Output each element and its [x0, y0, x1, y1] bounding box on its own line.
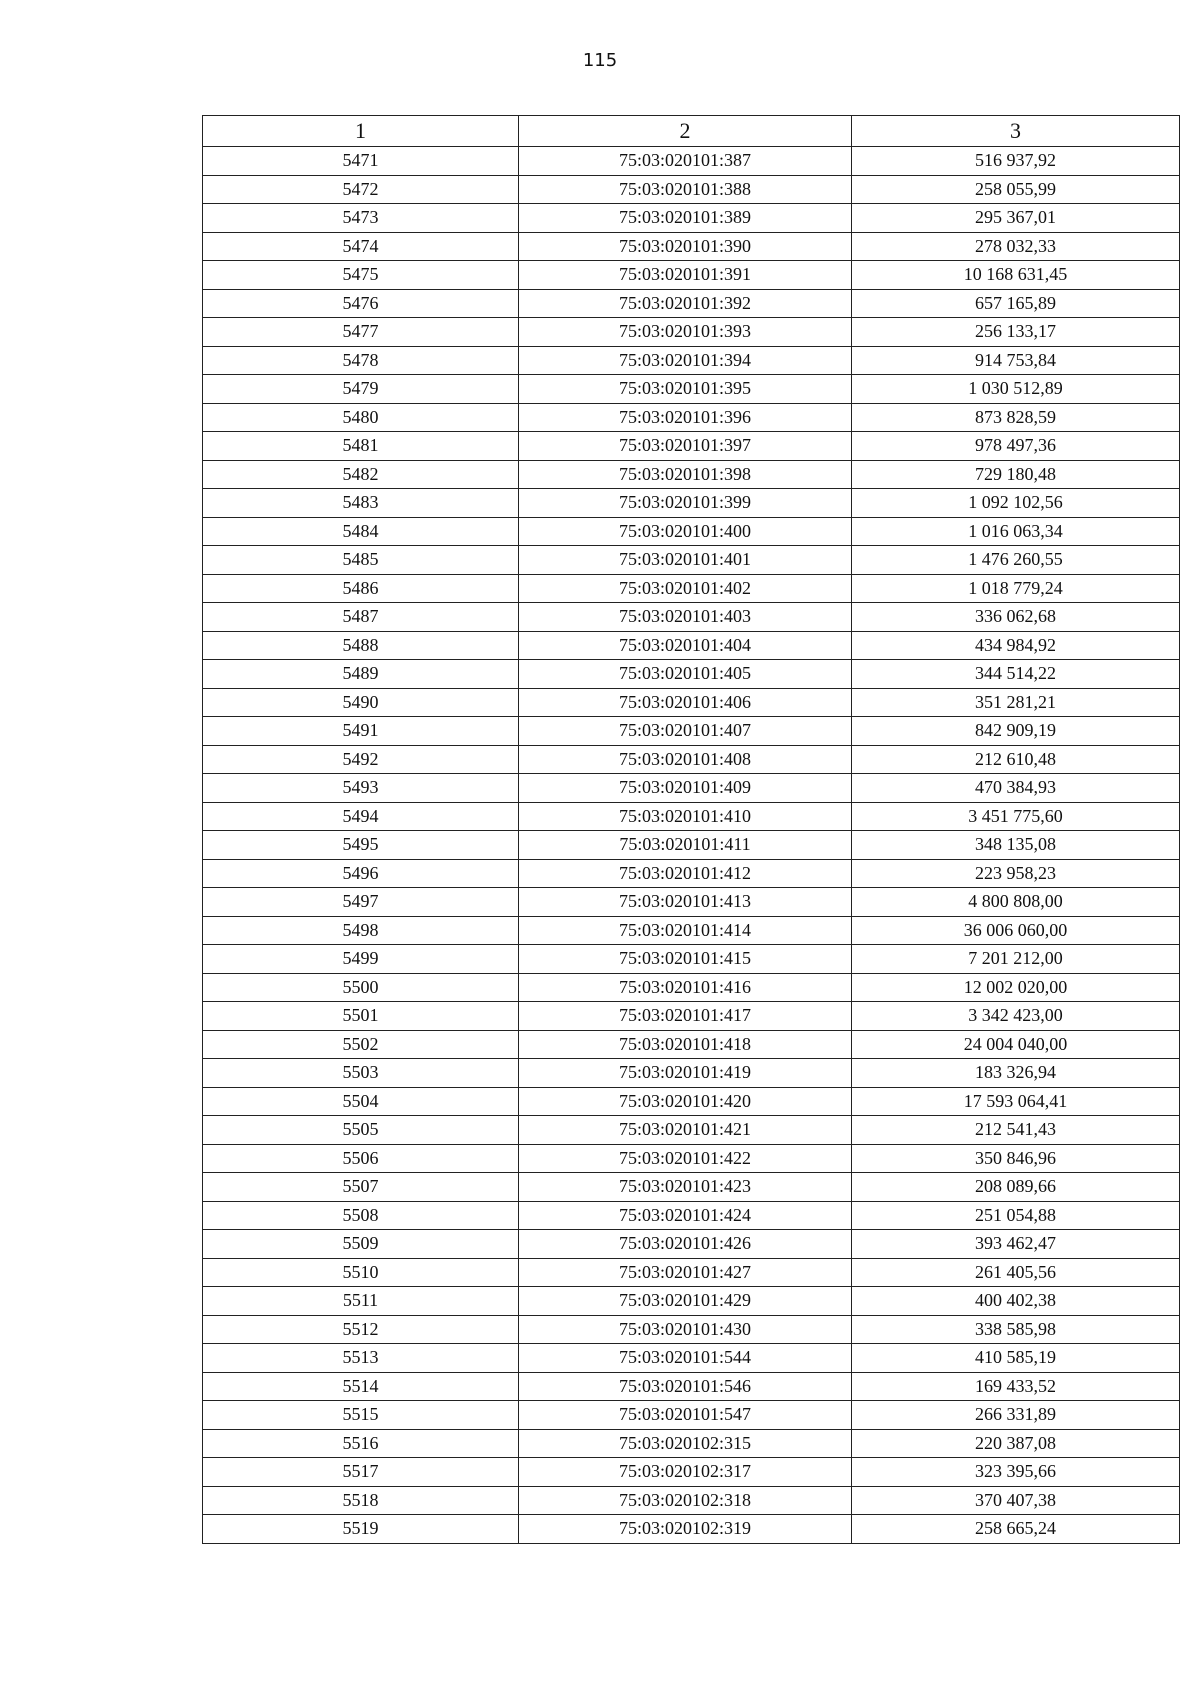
table-row — [203, 1059, 1180, 1088]
cadastral-number-cell: 75:03:020101:392 — [519, 289, 852, 318]
table-row — [203, 859, 1180, 888]
cadastral-number-cell: 75:03:020101:401 — [519, 546, 852, 575]
value-cell: 842 909,19 — [852, 717, 1180, 746]
row-number-cell: 5477 — [203, 318, 519, 347]
row-number-cell: 5508 — [203, 1201, 519, 1230]
row-number-cell: 5495 — [203, 831, 519, 860]
cadastral-number-cell: 75:03:020101:417 — [519, 1002, 852, 1031]
page-number: 115 — [582, 50, 618, 71]
value-cell: 17 593 064,41 — [852, 1087, 1180, 1116]
table-row — [203, 1116, 1180, 1145]
cadastral-number-cell: 75:03:020101:400 — [519, 517, 852, 546]
row-number-cell: 5519 — [203, 1515, 519, 1544]
row-number-cell: 5510 — [203, 1258, 519, 1287]
table-row — [203, 1458, 1180, 1487]
table-header-row — [203, 116, 1180, 147]
cadastral-number-cell: 75:03:020101:402 — [519, 574, 852, 603]
cadastral-number-cell: 75:03:020101:546 — [519, 1372, 852, 1401]
row-number-cell: 5489 — [203, 660, 519, 689]
row-number-cell: 5515 — [203, 1401, 519, 1430]
row-number-cell: 5517 — [203, 1458, 519, 1487]
cadastral-number-cell: 75:03:020101:426 — [519, 1230, 852, 1259]
cadastral-number-cell: 75:03:020102:315 — [519, 1429, 852, 1458]
value-cell: 24 004 040,00 — [852, 1030, 1180, 1059]
table-row — [203, 318, 1180, 347]
table-row — [203, 261, 1180, 290]
value-cell: 36 006 060,00 — [852, 916, 1180, 945]
table-row — [203, 945, 1180, 974]
table-row — [203, 1030, 1180, 1059]
row-number-cell: 5483 — [203, 489, 519, 518]
table-row — [203, 204, 1180, 233]
cadastral-number-cell: 75:03:020101:418 — [519, 1030, 852, 1059]
table-row — [203, 688, 1180, 717]
value-cell: 1 018 779,24 — [852, 574, 1180, 603]
cadastral-number-cell: 75:03:020101:412 — [519, 859, 852, 888]
cadastral-number-cell: 75:03:020101:430 — [519, 1315, 852, 1344]
table-row — [203, 802, 1180, 831]
cadastral-number-cell: 75:03:020101:406 — [519, 688, 852, 717]
row-number-cell: 5476 — [203, 289, 519, 318]
value-cell: 1 476 260,55 — [852, 546, 1180, 575]
cadastral-number-cell: 75:03:020101:422 — [519, 1144, 852, 1173]
cadastral-number-cell: 75:03:020101:390 — [519, 232, 852, 261]
cadastral-number-cell: 75:03:020101:413 — [519, 888, 852, 917]
row-number-cell: 5513 — [203, 1344, 519, 1373]
row-number-cell: 5494 — [203, 802, 519, 831]
value-cell: 212 541,43 — [852, 1116, 1180, 1145]
row-number-cell: 5474 — [203, 232, 519, 261]
cadastral-number-cell: 75:03:020101:423 — [519, 1173, 852, 1202]
table-row — [203, 574, 1180, 603]
table-row — [203, 888, 1180, 917]
cadastral-number-cell: 75:03:020102:319 — [519, 1515, 852, 1544]
column-header: 1 — [203, 116, 519, 147]
value-cell: 351 281,21 — [852, 688, 1180, 717]
value-cell: 3 342 423,00 — [852, 1002, 1180, 1031]
column-header: 2 — [519, 116, 852, 147]
row-number-cell: 5482 — [203, 460, 519, 489]
row-number-cell: 5473 — [203, 204, 519, 233]
table-row — [203, 717, 1180, 746]
table-row — [203, 175, 1180, 204]
row-number-cell: 5500 — [203, 973, 519, 1002]
cadastral-number-cell: 75:03:020101:394 — [519, 346, 852, 375]
value-cell: 220 387,08 — [852, 1429, 1180, 1458]
row-number-cell: 5505 — [203, 1116, 519, 1145]
row-number-cell: 5514 — [203, 1372, 519, 1401]
row-number-cell: 5478 — [203, 346, 519, 375]
table-row — [203, 1429, 1180, 1458]
cadastral-number-cell: 75:03:020101:427 — [519, 1258, 852, 1287]
table-row — [203, 346, 1180, 375]
value-cell: 434 984,92 — [852, 631, 1180, 660]
table-row — [203, 1287, 1180, 1316]
value-cell: 266 331,89 — [852, 1401, 1180, 1430]
value-cell: 400 402,38 — [852, 1287, 1180, 1316]
value-cell: 1 092 102,56 — [852, 489, 1180, 518]
row-number-cell: 5509 — [203, 1230, 519, 1259]
table-row — [203, 916, 1180, 945]
table-row — [203, 603, 1180, 632]
value-cell: 350 846,96 — [852, 1144, 1180, 1173]
table-row — [203, 1344, 1180, 1373]
row-number-cell: 5484 — [203, 517, 519, 546]
value-cell: 3 451 775,60 — [852, 802, 1180, 831]
row-number-cell: 5499 — [203, 945, 519, 974]
value-cell: 1 030 512,89 — [852, 375, 1180, 404]
value-cell: 183 326,94 — [852, 1059, 1180, 1088]
table-row — [203, 745, 1180, 774]
cadastral-number-cell: 75:03:020101:429 — [519, 1287, 852, 1316]
table-row — [203, 973, 1180, 1002]
table-row — [203, 1002, 1180, 1031]
value-cell: 256 133,17 — [852, 318, 1180, 347]
cadastral-number-cell: 75:03:020101:397 — [519, 432, 852, 461]
row-number-cell: 5486 — [203, 574, 519, 603]
table-row — [203, 147, 1180, 176]
row-number-cell: 5479 — [203, 375, 519, 404]
cadastral-number-cell: 75:03:020101:391 — [519, 261, 852, 290]
cadastral-number-cell: 75:03:020101:398 — [519, 460, 852, 489]
row-number-cell: 5507 — [203, 1173, 519, 1202]
value-cell: 978 497,36 — [852, 432, 1180, 461]
cadastral-number-cell: 75:03:020101:421 — [519, 1116, 852, 1145]
cadastral-number-cell: 75:03:020101:547 — [519, 1401, 852, 1430]
table-row — [203, 1372, 1180, 1401]
row-number-cell: 5501 — [203, 1002, 519, 1031]
table-row — [203, 460, 1180, 489]
cadastral-number-cell: 75:03:020101:407 — [519, 717, 852, 746]
table-row — [203, 1258, 1180, 1287]
cadastral-number-cell: 75:03:020101:544 — [519, 1344, 852, 1373]
value-cell: 212 610,48 — [852, 745, 1180, 774]
column-header: 3 — [852, 116, 1180, 147]
row-number-cell: 5516 — [203, 1429, 519, 1458]
value-cell: 295 367,01 — [852, 204, 1180, 233]
value-cell: 338 585,98 — [852, 1315, 1180, 1344]
value-cell: 7 201 212,00 — [852, 945, 1180, 974]
value-cell: 323 395,66 — [852, 1458, 1180, 1487]
cadastral-number-cell: 75:03:020101:388 — [519, 175, 852, 204]
table-row — [203, 546, 1180, 575]
table-row — [203, 660, 1180, 689]
row-number-cell: 5503 — [203, 1059, 519, 1088]
table-row — [203, 489, 1180, 518]
value-cell: 410 585,19 — [852, 1344, 1180, 1373]
table-row — [203, 774, 1180, 803]
table-row — [203, 1486, 1180, 1515]
value-cell: 729 180,48 — [852, 460, 1180, 489]
cadastral-number-cell: 75:03:020101:403 — [519, 603, 852, 632]
value-cell: 251 054,88 — [852, 1201, 1180, 1230]
table-row — [203, 1401, 1180, 1430]
row-number-cell: 5496 — [203, 859, 519, 888]
table-row — [203, 1315, 1180, 1344]
value-cell: 10 168 631,45 — [852, 261, 1180, 290]
cadastral-number-cell: 75:03:020101:416 — [519, 973, 852, 1002]
row-number-cell: 5511 — [203, 1287, 519, 1316]
value-cell: 348 135,08 — [852, 831, 1180, 860]
value-cell: 657 165,89 — [852, 289, 1180, 318]
row-number-cell: 5492 — [203, 745, 519, 774]
cadastral-number-cell: 75:03:020101:393 — [519, 318, 852, 347]
table-row — [203, 517, 1180, 546]
table-row — [203, 432, 1180, 461]
cadastral-number-cell: 75:03:020101:387 — [519, 147, 852, 176]
value-cell: 169 433,52 — [852, 1372, 1180, 1401]
row-number-cell: 5471 — [203, 147, 519, 176]
cadastral-number-cell: 75:03:020101:420 — [519, 1087, 852, 1116]
value-cell: 370 407,38 — [852, 1486, 1180, 1515]
table-row — [203, 1515, 1180, 1544]
value-cell: 258 055,99 — [852, 175, 1180, 204]
cadastral-number-cell: 75:03:020101:395 — [519, 375, 852, 404]
cadastral-number-cell: 75:03:020102:318 — [519, 1486, 852, 1515]
cadastral-number-cell: 75:03:020101:424 — [519, 1201, 852, 1230]
table-body — [203, 147, 1180, 1544]
table-row — [203, 631, 1180, 660]
row-number-cell: 5512 — [203, 1315, 519, 1344]
table-row — [203, 1173, 1180, 1202]
row-number-cell: 5488 — [203, 631, 519, 660]
row-number-cell: 5502 — [203, 1030, 519, 1059]
value-cell: 393 462,47 — [852, 1230, 1180, 1259]
row-number-cell: 5498 — [203, 916, 519, 945]
cadastral-number-cell: 75:03:020101:404 — [519, 631, 852, 660]
row-number-cell: 5472 — [203, 175, 519, 204]
row-number-cell: 5491 — [203, 717, 519, 746]
cadastral-number-cell: 75:03:020101:409 — [519, 774, 852, 803]
row-number-cell: 5475 — [203, 261, 519, 290]
table-row — [203, 232, 1180, 261]
cadastral-number-cell: 75:03:020101:389 — [519, 204, 852, 233]
table-row — [203, 289, 1180, 318]
value-cell: 4 800 808,00 — [852, 888, 1180, 917]
cadastral-number-cell: 75:03:020101:405 — [519, 660, 852, 689]
value-cell: 208 089,66 — [852, 1173, 1180, 1202]
value-cell: 1 016 063,34 — [852, 517, 1180, 546]
value-cell: 516 937,92 — [852, 147, 1180, 176]
row-number-cell: 5481 — [203, 432, 519, 461]
table-row — [203, 1144, 1180, 1173]
value-cell: 344 514,22 — [852, 660, 1180, 689]
table-row — [203, 1201, 1180, 1230]
row-number-cell: 5490 — [203, 688, 519, 717]
value-cell: 873 828,59 — [852, 403, 1180, 432]
value-cell: 12 002 020,00 — [852, 973, 1180, 1002]
table-row — [203, 403, 1180, 432]
row-number-cell: 5497 — [203, 888, 519, 917]
cadastral-number-cell: 75:03:020101:410 — [519, 802, 852, 831]
row-number-cell: 5485 — [203, 546, 519, 575]
cadastral-number-cell: 75:03:020101:414 — [519, 916, 852, 945]
row-number-cell: 5487 — [203, 603, 519, 632]
cadastral-number-cell: 75:03:020101:396 — [519, 403, 852, 432]
table-row — [203, 1230, 1180, 1259]
table-row — [203, 375, 1180, 404]
row-number-cell: 5480 — [203, 403, 519, 432]
value-cell: 470 384,93 — [852, 774, 1180, 803]
table-row — [203, 831, 1180, 860]
value-cell: 278 032,33 — [852, 232, 1180, 261]
cadastral-number-cell: 75:03:020101:415 — [519, 945, 852, 974]
cadastral-number-cell: 75:03:020101:411 — [519, 831, 852, 860]
cadastral-number-cell: 75:03:020102:317 — [519, 1458, 852, 1487]
table-row — [203, 1087, 1180, 1116]
value-cell: 914 753,84 — [852, 346, 1180, 375]
data-table — [202, 115, 1180, 1544]
row-number-cell: 5504 — [203, 1087, 519, 1116]
cadastral-number-cell: 75:03:020101:419 — [519, 1059, 852, 1088]
row-number-cell: 5493 — [203, 774, 519, 803]
value-cell: 261 405,56 — [852, 1258, 1180, 1287]
row-number-cell: 5518 — [203, 1486, 519, 1515]
cadastral-number-cell: 75:03:020101:399 — [519, 489, 852, 518]
cadastral-number-cell: 75:03:020101:408 — [519, 745, 852, 774]
value-cell: 336 062,68 — [852, 603, 1180, 632]
value-cell: 223 958,23 — [852, 859, 1180, 888]
row-number-cell: 5506 — [203, 1144, 519, 1173]
value-cell: 258 665,24 — [852, 1515, 1180, 1544]
